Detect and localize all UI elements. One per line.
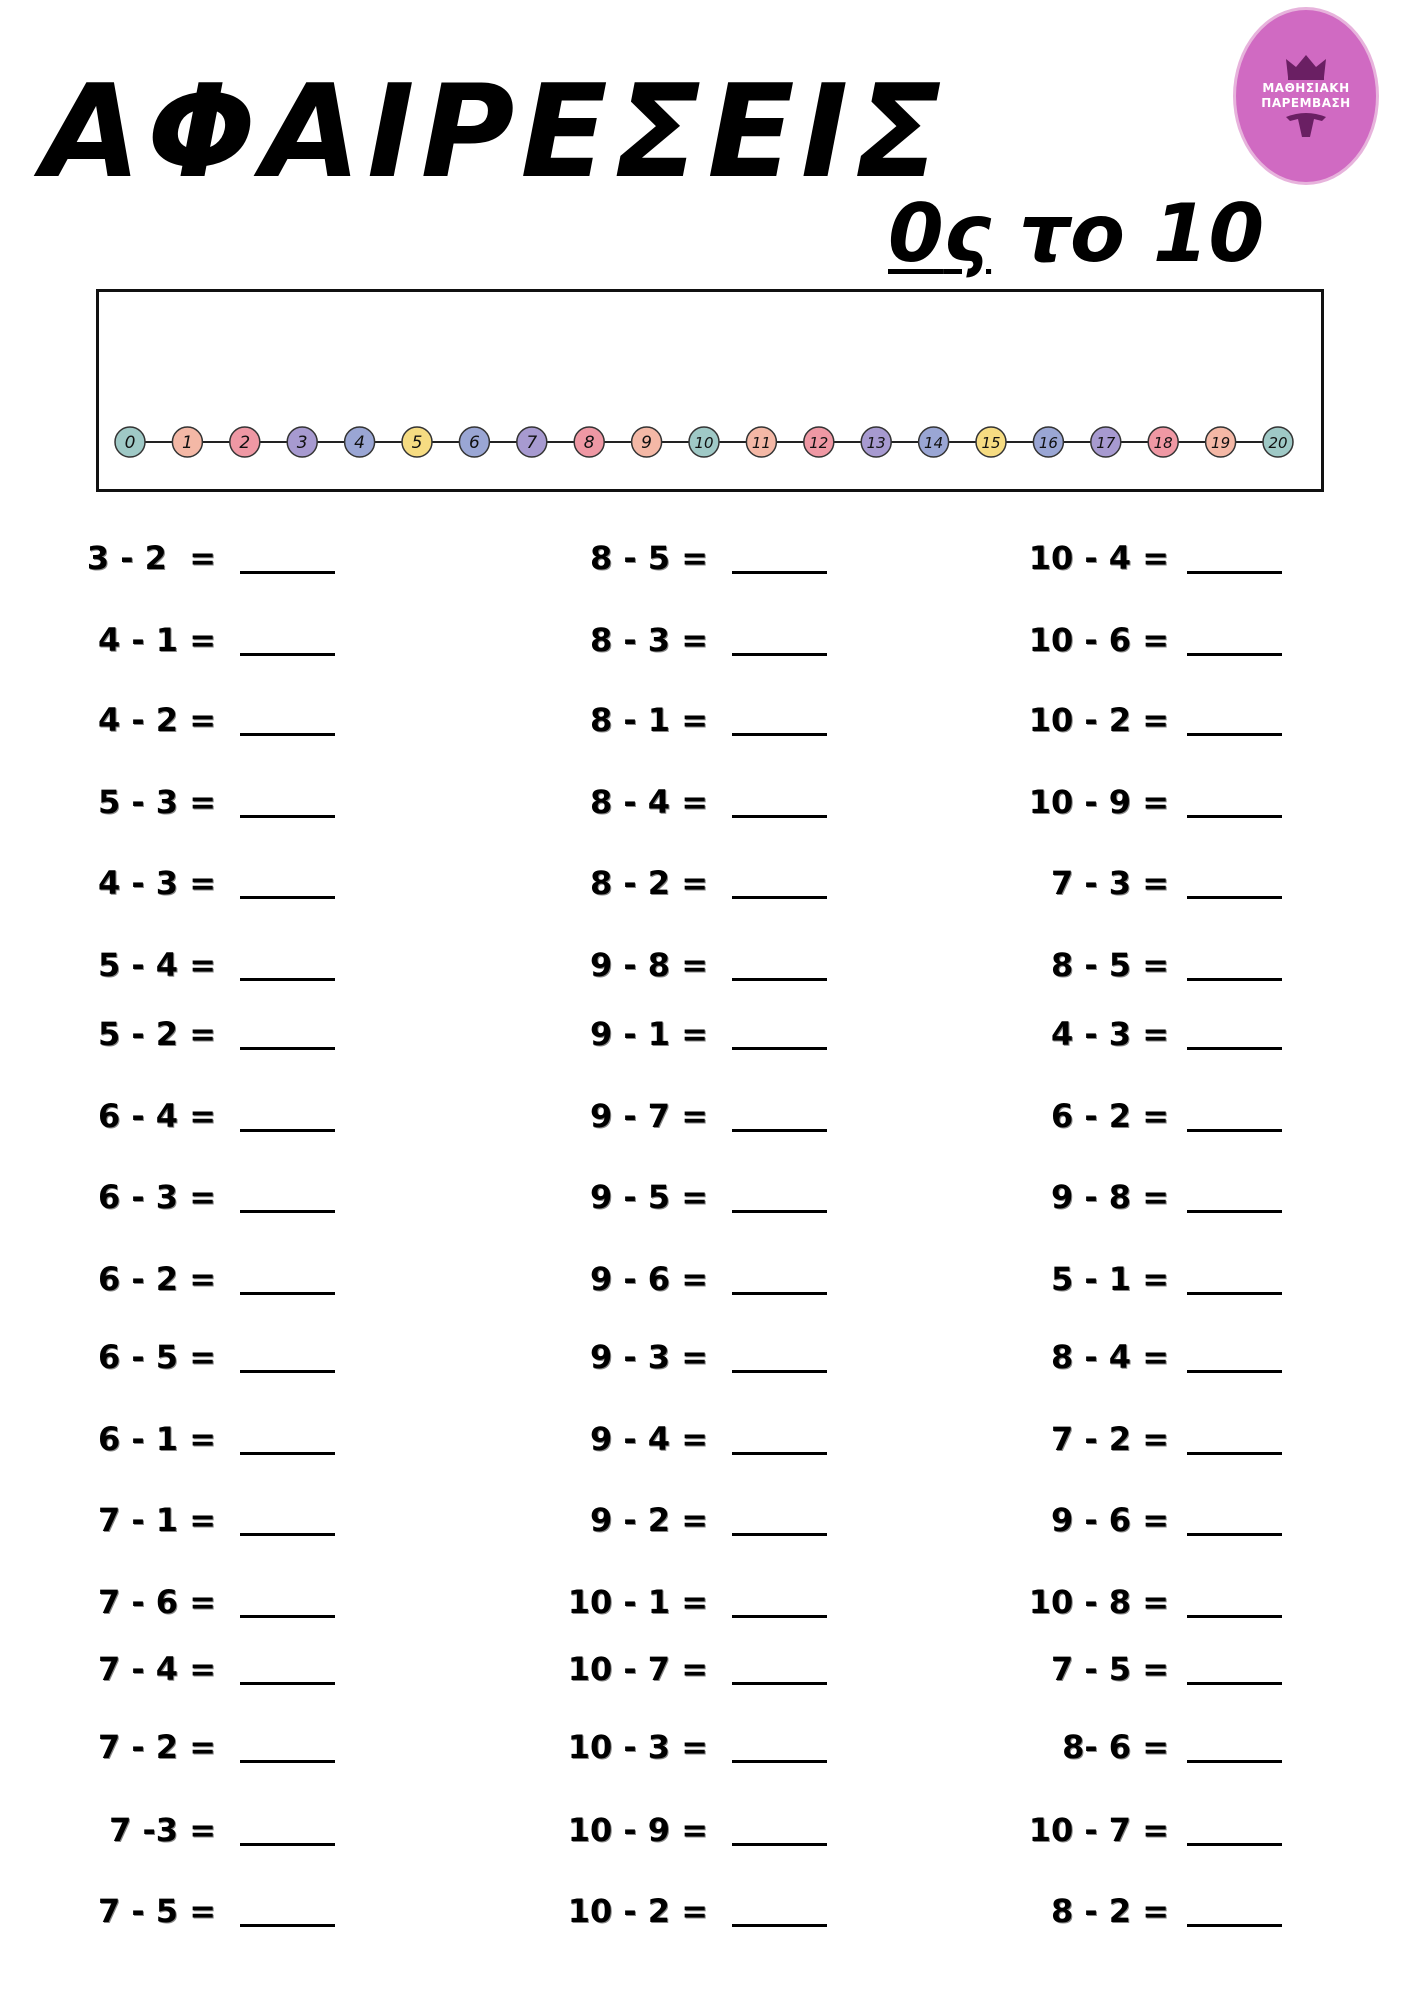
exercise-expression: 9 - 2 = [589, 1501, 708, 1539]
exercise-row [0, 857, 1414, 907]
bead-number: 20 [1268, 434, 1288, 452]
bead-number: 18 [1153, 434, 1173, 452]
bead-number: 13 [866, 434, 886, 452]
bead-number: 15 [981, 434, 1001, 452]
number-line [99, 292, 1321, 489]
number-line-bead [1206, 427, 1236, 457]
exercise-row [0, 1331, 1414, 1381]
exercise-row [0, 1804, 1414, 1854]
bead-number: 14 [924, 434, 944, 452]
answer-blank[interactable] [1187, 1210, 1282, 1213]
exercise-row [0, 1576, 1414, 1626]
exercise-expression: 7 - 5 = [97, 1892, 216, 1930]
exercise-expression: 10 - 7 = [1028, 1811, 1169, 1849]
bead-number: 19 [1211, 434, 1231, 452]
number-line-bead [115, 427, 145, 457]
exercise-row [0, 1253, 1414, 1303]
answer-blank[interactable] [1187, 1129, 1282, 1132]
subtitle-suffix: ς [943, 187, 992, 280]
number-line-box [96, 289, 1324, 492]
exercise-expression: 5 - 3 = [97, 783, 216, 821]
exercise-expression: 10 - 7 = [567, 1650, 708, 1688]
exercise-expression: 10 - 1 = [567, 1583, 708, 1621]
subtitle-number: 0 [888, 187, 944, 280]
exercise-expression: 10 - 3 = [567, 1728, 708, 1766]
bead-number: 8 [583, 433, 595, 453]
bead-number: 17 [1096, 434, 1116, 452]
subtitle-rest: το 10 [991, 187, 1265, 280]
number-line-bead [172, 427, 202, 457]
exercise-expression: 7 - 6 = [97, 1583, 216, 1621]
exercise-expression: 6 - 1 = [97, 1420, 216, 1458]
answer-blank[interactable] [1187, 896, 1282, 899]
bead-number: 12 [809, 434, 829, 452]
logo-badge [1236, 10, 1376, 182]
answer-blank[interactable] [1187, 978, 1282, 981]
exercise-expression: 7 - 4 = [97, 1650, 216, 1688]
exercise-expression: 5 - 1 = [1050, 1260, 1169, 1298]
answer-blank[interactable] [1187, 1615, 1282, 1618]
exercise-expression: 4 - 3 = [1050, 1015, 1169, 1053]
exercise-row [0, 1885, 1414, 1935]
number-line-bead [1033, 427, 1063, 457]
crown-icon [1284, 51, 1328, 81]
exercise-expression: 10 - 9 = [1028, 783, 1169, 821]
exercise-expression: 9 - 5 = [589, 1178, 708, 1216]
number-line-bead [804, 427, 834, 457]
exercise-expression: 9 - 8 = [1050, 1178, 1169, 1216]
answer-blank[interactable] [1187, 1843, 1282, 1846]
exercise-expression: 9 - 6 = [589, 1260, 708, 1298]
exercise-expression: 8 - 2 = [589, 864, 708, 902]
worksheet-subtitle [888, 186, 1264, 282]
exercise-expression: 7 - 5 = [1050, 1650, 1169, 1688]
exercise-expression: 9 - 1 = [589, 1015, 708, 1053]
bead-number: 9 [641, 433, 653, 453]
exercise-expression: 10 - 2 = [567, 1892, 708, 1930]
exercise-expression: 7 - 3 = [1050, 864, 1169, 902]
exercise-expression: 10 - 6 = [1028, 621, 1169, 659]
exercise-expression: 6 - 2 = [1050, 1097, 1169, 1135]
exercise-expression: 6 - 2 = [97, 1260, 216, 1298]
exercise-expression: 5 - 2 = [97, 1015, 216, 1053]
answer-blank[interactable] [1187, 1533, 1282, 1536]
answer-blank[interactable] [1187, 815, 1282, 818]
exercise-expression: 7 -3 = [109, 1811, 216, 1849]
exercise-expression: 8 - 5 = [589, 539, 708, 577]
exercise-row [0, 1721, 1414, 1771]
exercise-expression: 10 - 2 = [1028, 701, 1169, 739]
answer-blank[interactable] [1187, 1370, 1282, 1373]
exercise-expression: 4 - 2 = [97, 701, 216, 739]
answer-blank[interactable] [1187, 571, 1282, 574]
bead-number: 11 [751, 434, 771, 452]
number-line-bead [976, 427, 1006, 457]
exercise-expression: 5 - 4 = [97, 946, 216, 984]
bead-number: 3 [296, 433, 308, 453]
exercise-row [0, 694, 1414, 744]
exercise-expression: 6 - 3 = [97, 1178, 216, 1216]
exercise-expression: 8 - 1 = [589, 701, 708, 739]
number-line-bead [746, 427, 776, 457]
bead-number: 2 [239, 433, 251, 453]
number-line-bead [287, 427, 317, 457]
number-line-bead [689, 427, 719, 457]
exercise-expression: 6 - 5 = [97, 1338, 216, 1376]
bead-number: 1 [181, 433, 193, 453]
answer-blank[interactable] [1187, 1047, 1282, 1050]
exercise-row [0, 1413, 1414, 1463]
number-line-bead [230, 427, 260, 457]
number-line-bead [1263, 427, 1293, 457]
exercise-expression: 4 - 1 = [97, 621, 216, 659]
exercise-expression: 9 - 3 = [589, 1338, 708, 1376]
bead-number: 6 [468, 433, 480, 453]
bead-number: 0 [124, 433, 136, 453]
logo-line-2: ΠΑΡΕΜΒΑΣΗ [1261, 96, 1351, 110]
exercise-expression: 7 - 2 = [1050, 1420, 1169, 1458]
bead-number: 4 [354, 433, 366, 453]
number-line-bead [574, 427, 604, 457]
exercise-expression: 8 - 4 = [1050, 1338, 1169, 1376]
exercise-row [0, 1090, 1414, 1140]
number-line-bead [517, 427, 547, 457]
answer-blank[interactable] [1187, 1924, 1282, 1927]
answer-blank[interactable] [1187, 653, 1282, 656]
exercise-expression: 6 - 4 = [97, 1097, 216, 1135]
exercise-expression: 9 - 8 = [589, 946, 708, 984]
exercise-row [0, 1494, 1414, 1544]
exercise-expression: 8- 6 = [1062, 1728, 1169, 1766]
exercise-expression: 9 - 4 = [589, 1420, 708, 1458]
answer-blank[interactable] [1187, 1292, 1282, 1295]
answer-blank[interactable] [1187, 1682, 1282, 1685]
number-line-bead [632, 427, 662, 457]
exercise-row [0, 939, 1414, 989]
exercise-expression: 8 - 2 = [1050, 1892, 1169, 1930]
worksheet-title: ΑΦΑΙΡΕΣΕΙΣ [42, 58, 948, 207]
exercise-expression: 7 - 1 = [97, 1501, 216, 1539]
exercise-row [0, 1171, 1414, 1221]
subtitle-underlined-part [888, 187, 991, 280]
bead-number: 7 [526, 433, 538, 453]
exercise-expression: 10 - 9 = [567, 1811, 708, 1849]
answer-blank[interactable] [1187, 733, 1282, 736]
exercise-expression: 9 - 7 = [589, 1097, 708, 1135]
number-line-bead [861, 427, 891, 457]
exercise-expression: 3 - 2 = [86, 539, 216, 577]
bead-number: 10 [694, 434, 714, 452]
exercise-row [0, 532, 1414, 582]
exercise-expression: 4 - 3 = [97, 864, 216, 902]
arch-ornament-icon [1284, 111, 1328, 141]
exercise-expression: 8 - 5 = [1050, 946, 1169, 984]
exercise-row [0, 1643, 1414, 1693]
logo-line-1: ΜΑΘΗΣΙΑΚΗ [1262, 81, 1350, 95]
number-line-bead [1091, 427, 1121, 457]
exercise-expression: 8 - 3 = [589, 621, 708, 659]
number-line-bead [459, 427, 489, 457]
exercise-row [0, 614, 1414, 664]
exercise-expression: 7 - 2 = [97, 1728, 216, 1766]
exercise-expression: 10 - 4 = [1028, 539, 1169, 577]
number-line-bead [919, 427, 949, 457]
number-line-bead [402, 427, 432, 457]
answer-blank[interactable] [1187, 1452, 1282, 1455]
exercise-expression: 10 - 8 = [1028, 1583, 1169, 1621]
exercise-expression: 8 - 4 = [589, 783, 708, 821]
exercise-expression: 9 - 6 = [1050, 1501, 1169, 1539]
exercise-row [0, 1008, 1414, 1058]
answer-blank[interactable] [1187, 1760, 1282, 1763]
bead-number: 5 [411, 433, 423, 453]
number-line-bead [345, 427, 375, 457]
bead-number: 16 [1038, 434, 1058, 452]
exercise-row [0, 776, 1414, 826]
number-line-bead [1148, 427, 1178, 457]
